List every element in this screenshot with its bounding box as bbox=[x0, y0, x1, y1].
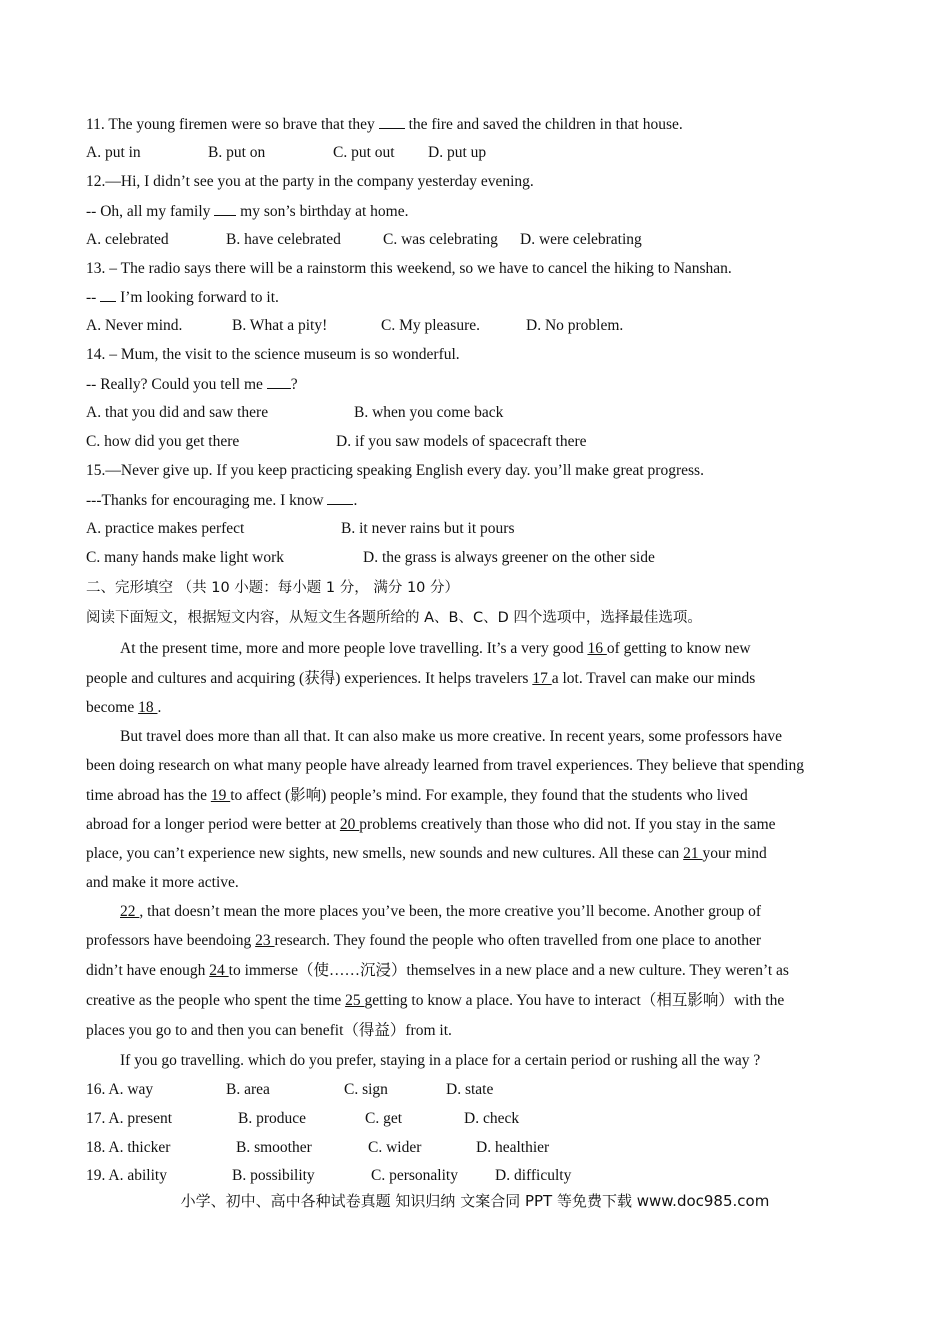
option-17-b: B. produce bbox=[238, 1110, 307, 1127]
option-c: C. My pleasure. bbox=[381, 317, 481, 334]
option-a: A. Never mind. bbox=[86, 317, 183, 334]
option-d: D. put up bbox=[428, 144, 487, 161]
option-c: C. put out bbox=[333, 144, 395, 161]
option-19-b: B. possibility bbox=[232, 1167, 315, 1184]
blank-21: 21 bbox=[683, 845, 703, 862]
question-15-stem: 15.—Never give up. If you keep practicing speaking English every day. you’ll make great progress. bbox=[86, 462, 704, 479]
option-18-a: 18. A. thicker bbox=[86, 1139, 171, 1156]
option-b: B. put on bbox=[208, 144, 266, 161]
blank-24: 24 bbox=[209, 962, 229, 979]
passage-line: At the present time, more and more people love travelling. It’s a very good 16 of getting to know new bbox=[120, 640, 751, 657]
blank-19: 19 bbox=[210, 787, 231, 804]
passage-line: abroad for a longer period were better at 20 problems creatively than those who did not. If you stay in the same bbox=[86, 816, 776, 833]
option-d: D. No problem. bbox=[526, 317, 624, 334]
blank-25: 25 bbox=[345, 992, 365, 1009]
section-instruction: 阅读下面短文，根据短文内容，从短文生各题所给的 A、B、C、D 四个选项中，选择最佳选项。 bbox=[86, 610, 702, 626]
passage-line: If you go travelling. which do you prefer, staying in a place for a certain period or rushing all the way ? bbox=[120, 1052, 761, 1069]
option-19-d: D. difficulty bbox=[495, 1167, 572, 1184]
passage-line: creative as the people who spent the time 25 getting to know a place. You have to interact（相互影响）with the bbox=[86, 992, 785, 1009]
answer-blank bbox=[327, 490, 353, 505]
option-17-a: 17. A. present bbox=[86, 1110, 173, 1127]
option-18-b: B. smoother bbox=[236, 1139, 312, 1156]
option-a: A. celebrated bbox=[86, 231, 169, 248]
question-14-stem: 14. – Mum, the visit to the science museum is so wonderful. bbox=[86, 346, 460, 363]
passage-line: become 18 . bbox=[86, 699, 162, 716]
option-a: A. that you did and saw there bbox=[86, 404, 269, 421]
option-19-a: 19. A. ability bbox=[86, 1167, 167, 1184]
answer-blank bbox=[100, 287, 116, 302]
blank-17: 17 bbox=[532, 670, 552, 687]
passage-line: But travel does more than all that. It can also make us more creative. In recent years, some professors have bbox=[120, 728, 782, 745]
passage-line: places you go to and then you can benefit（得益）from it. bbox=[86, 1022, 452, 1039]
option-b: B. it never rains but it pours bbox=[341, 520, 515, 537]
section-title: 二、完形填空 （共 10 小题：每小题 1 分， 满分 10 分） bbox=[86, 580, 459, 596]
question-15-reply: ---Thanks for encouraging me. I know . bbox=[86, 492, 358, 509]
option-b: B. when you come back bbox=[354, 404, 504, 421]
option-c: C. many hands make light work bbox=[86, 549, 285, 566]
option-18-d: D. healthier bbox=[476, 1139, 550, 1156]
passage-line: been doing research on what many people have already learned from travel experiences. They believe that spending bbox=[86, 757, 805, 774]
blank-22: 22 bbox=[120, 903, 140, 920]
question-13-stem: 13. – The radio says there will be a rainstorm this weekend, so we have to cancel the hiking to Nanshan. bbox=[86, 260, 732, 277]
blank-20: 20 bbox=[339, 816, 360, 833]
page-footer: 小学、初中、高中各种试卷真题 知识归纳 文案合同 PPT 等免费下载 www.doc985.com bbox=[180, 1192, 770, 1210]
option-18-c: C. wider bbox=[368, 1139, 422, 1156]
option-16-d: D. state bbox=[446, 1081, 494, 1098]
passage-line: place, you can’t experience new sights, new smells, new sounds and new cultures. All these can 21 your mind bbox=[86, 845, 767, 862]
option-16-a: 16. A. way bbox=[86, 1081, 154, 1098]
option-d: D. were celebrating bbox=[520, 231, 642, 248]
question-12-stem: 12.—Hi, I didn’t see you at the party in the company yesterday evening. bbox=[86, 173, 534, 190]
question-12-reply: -- Oh, all my family my son’s birthday at home. bbox=[86, 203, 409, 220]
option-a: A. put in bbox=[86, 144, 141, 161]
option-19-c: C. personality bbox=[371, 1167, 458, 1184]
passage-line: time abroad has the 19 to affect (影响) people’s mind. For example, they found that the students who lived bbox=[86, 787, 748, 804]
answer-blank bbox=[214, 201, 236, 216]
option-b: B. have celebrated bbox=[226, 231, 341, 248]
option-d: D. if you saw models of spacecraft there bbox=[336, 433, 587, 450]
passage-line: people and cultures and acquiring (获得) experiences. It helps travelers 17 a lot. Travel can make our minds bbox=[86, 670, 756, 687]
option-17-c: C. get bbox=[365, 1110, 403, 1127]
answer-blank bbox=[267, 374, 291, 389]
blank-18: 18 bbox=[138, 699, 158, 716]
option-17-d: D. check bbox=[464, 1110, 520, 1127]
question-11-stem: 11. The young firemen were so brave that they the fire and saved the children in that house. bbox=[86, 116, 683, 133]
option-c: C. was celebrating bbox=[383, 231, 498, 248]
blank-23: 23 bbox=[255, 932, 275, 949]
option-16-c: C. sign bbox=[344, 1081, 388, 1098]
option-d: D. the grass is always greener on the other side bbox=[363, 549, 655, 566]
option-b: B. What a pity! bbox=[232, 317, 328, 334]
answer-blank bbox=[379, 114, 405, 129]
option-a: A. practice makes perfect bbox=[86, 520, 245, 537]
question-13-reply: -- I’m looking forward to it. bbox=[86, 289, 279, 306]
passage-line: and make it more active. bbox=[86, 874, 239, 891]
question-14-reply: -- Really? Could you tell me ? bbox=[86, 376, 298, 393]
option-c: C. how did you get there bbox=[86, 433, 240, 450]
passage-line: didn’t have enough 24 to immerse（使……沉浸）themselves in a new place and a new culture. They weren’t as bbox=[86, 962, 789, 979]
option-16-b: B. area bbox=[226, 1081, 270, 1098]
passage-line: 22 , that doesn’t mean the more places you’ve been, the more creative you’ll become. Another group of bbox=[120, 903, 762, 920]
blank-16: 16 bbox=[587, 640, 607, 657]
passage-line: professors have beendoing 23 research. They found the people who often travelled from one place to another bbox=[86, 932, 762, 949]
